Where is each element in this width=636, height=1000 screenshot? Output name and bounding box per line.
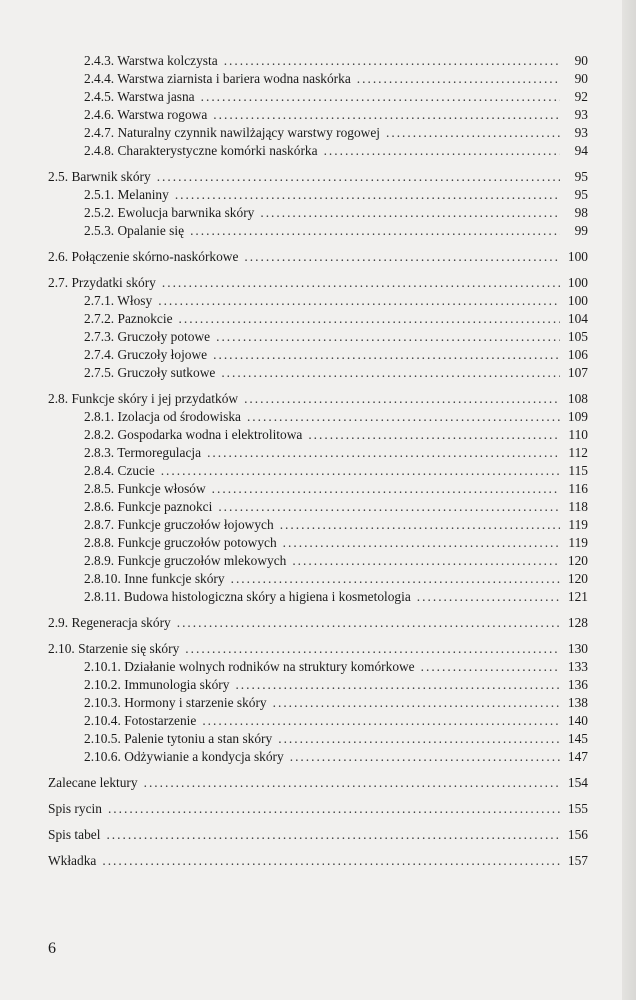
- dot-leader: [308, 426, 560, 444]
- toc-entry-page: 95: [574, 169, 588, 184]
- toc-entry-title: Fotostarzenie: [124, 713, 197, 728]
- toc-entry-number: 2.8.8.: [84, 535, 115, 550]
- toc-entry-number: 2.8.1.: [84, 409, 115, 424]
- toc-entry-page: 156: [567, 827, 588, 842]
- toc-entry-page: 100: [567, 275, 588, 290]
- toc-entry-page: 119: [568, 535, 588, 550]
- dot-leader: [102, 852, 560, 870]
- toc-entry-number: 2.10.4.: [84, 713, 121, 728]
- toc-entry-number: 2.5.1.: [84, 187, 115, 202]
- toc-entry: [48, 328, 588, 346]
- dot-leader: [421, 658, 560, 676]
- toc-entry-label: [84, 70, 351, 88]
- toc-entry-number: 2.8.6.: [84, 499, 115, 514]
- toc-entry-number: 2.10.5.: [84, 731, 121, 746]
- toc-entry-page: 140: [567, 713, 588, 728]
- dot-leader: [201, 88, 560, 106]
- page-edge: [622, 0, 636, 1000]
- dot-leader: [417, 588, 560, 606]
- toc-entry-number: 2.8.11.: [84, 589, 121, 604]
- dot-leader: [278, 730, 560, 748]
- toc-entry-number: 2.5.2.: [84, 205, 115, 220]
- toc-entry-page: 92: [574, 89, 588, 104]
- table-of-contents: [48, 52, 588, 870]
- dot-leader: [177, 614, 560, 632]
- dot-leader: [221, 364, 560, 382]
- toc-entry-title: Regeneracja skóry: [71, 615, 171, 630]
- toc-entry-title: Termoregulacja: [117, 445, 202, 460]
- toc-entry-page: 118: [568, 499, 588, 514]
- toc-entry-page: 138: [567, 695, 588, 710]
- toc-entry-page: 93: [574, 125, 588, 140]
- toc-entry-title: Gruczoły łojowe: [117, 347, 208, 362]
- dot-leader: [235, 676, 560, 694]
- toc-entry: [48, 588, 588, 606]
- toc-entry-page: 130: [567, 641, 588, 656]
- toc-entry-title: Gospodarka wodna i elektrolitowa: [117, 427, 303, 442]
- toc-entry-page: 110: [568, 427, 588, 442]
- toc-entry-label: [48, 248, 238, 266]
- toc-entry-number: 2.10.3.: [84, 695, 121, 710]
- toc-entry-number: 2.4.8.: [84, 143, 115, 158]
- toc-entry-number: 2.8.2.: [84, 427, 115, 442]
- dot-leader: [158, 292, 560, 310]
- toc-entry-title: Działanie wolnych rodników na struktury komórkowe: [124, 659, 415, 674]
- toc-entry-title: Czucie: [117, 463, 155, 478]
- toc-entry-label: [84, 676, 229, 694]
- toc-entry: [48, 186, 588, 204]
- toc-entry-number: 2.4.5.: [84, 89, 115, 104]
- toc-entry-number: 2.4.4.: [84, 71, 115, 86]
- dot-leader: [283, 534, 560, 552]
- toc-entry-title: Funkcje włosów: [117, 481, 206, 496]
- toc-entry-label: [84, 748, 284, 766]
- toc-entry-title: Funkcje paznokci: [117, 499, 213, 514]
- toc-entry-label: [48, 852, 96, 870]
- toc-entry-number: 2.7.: [48, 275, 69, 290]
- toc-entry-number: 2.5.: [48, 169, 69, 184]
- toc-entry-title: Zalecane lektury: [48, 775, 138, 790]
- toc-entry-number: 2.7.4.: [84, 347, 115, 362]
- toc-entry-number: 2.7.2.: [84, 311, 115, 326]
- toc-entry-label: [48, 390, 238, 408]
- toc-entry-title: Przydatki skóry: [71, 275, 156, 290]
- toc-entry: [48, 730, 588, 748]
- toc-entry-page: 128: [567, 615, 588, 630]
- dot-leader: [280, 516, 560, 534]
- toc-entry-label: [84, 292, 152, 310]
- toc-entry-number: 2.6.: [48, 249, 69, 264]
- dot-leader: [175, 186, 560, 204]
- toc-entry: [48, 426, 588, 444]
- toc-entry: [48, 480, 588, 498]
- toc-entry-label: [84, 516, 274, 534]
- toc-entry: [48, 826, 588, 844]
- toc-entry-title: Gruczoły potowe: [117, 329, 211, 344]
- toc-entry-title: Funkcje gruczołów łojowych: [117, 517, 274, 532]
- toc-entry-label: [84, 222, 184, 240]
- toc-entry-label: [48, 826, 100, 844]
- toc-entry-title: Odżywianie a kondycja skóry: [124, 749, 284, 764]
- toc-entry-page: 115: [568, 463, 588, 478]
- toc-entry: [48, 640, 588, 658]
- toc-entry-page: 145: [567, 731, 588, 746]
- toc-entry-title: Połączenie skórno-naskórkowe: [71, 249, 239, 264]
- toc-entry-number: 2.10.: [48, 641, 75, 656]
- toc-entry-label: [84, 480, 206, 498]
- toc-entry: [48, 88, 588, 106]
- toc-entry: [48, 364, 588, 382]
- toc-entry-label: [48, 640, 179, 658]
- toc-entry: [48, 800, 588, 818]
- toc-entry-label: [84, 444, 201, 462]
- dot-leader: [290, 748, 560, 766]
- toc-entry-page: 155: [567, 801, 588, 816]
- toc-entry: [48, 712, 588, 730]
- toc-entry: [48, 70, 588, 88]
- toc-entry-page: 112: [568, 445, 588, 460]
- toc-entry: [48, 774, 588, 792]
- toc-entry-number: 2.7.1.: [84, 293, 115, 308]
- toc-entry-number: 2.10.2.: [84, 677, 121, 692]
- toc-entry-title: Funkcje gruczołów potowych: [117, 535, 277, 550]
- dot-leader: [224, 52, 560, 70]
- toc-entry-label: [84, 712, 196, 730]
- dot-leader: [106, 826, 560, 844]
- dot-leader: [231, 570, 560, 588]
- toc-entry-page: 133: [567, 659, 588, 674]
- toc-entry: [48, 274, 588, 292]
- dot-leader: [218, 498, 560, 516]
- toc-entry-page: 90: [574, 53, 588, 68]
- toc-entry-page: 98: [574, 205, 588, 220]
- toc-entry-page: 95: [574, 187, 588, 202]
- toc-entry-title: Warstwa jasna: [117, 89, 195, 104]
- toc-entry-number: 2.10.6.: [84, 749, 121, 764]
- toc-entry-label: [84, 142, 318, 160]
- toc-entry-title: Hormony i starzenie skóry: [124, 695, 267, 710]
- dot-leader: [260, 204, 560, 222]
- page-number: 6: [48, 940, 56, 957]
- toc-entry: [48, 748, 588, 766]
- toc-entry-title: Paznokcie: [117, 311, 173, 326]
- toc-entry: [48, 106, 588, 124]
- toc-entry-page: 99: [574, 223, 588, 238]
- dot-leader: [157, 168, 560, 186]
- toc-entry-label: [84, 364, 215, 382]
- toc-entry: [48, 552, 588, 570]
- toc-entry-title: Warstwa ziarnista i bariera wodna naskórka: [117, 71, 351, 86]
- toc-entry-title: Ewolucja barwnika skóry: [117, 205, 255, 220]
- toc-entry-title: Opalanie się: [117, 223, 185, 238]
- toc-entry-number: 2.4.7.: [84, 125, 115, 140]
- toc-entry-page: 154: [567, 775, 588, 790]
- toc-entry: [48, 408, 588, 426]
- toc-entry-title: Funkcje skóry i jej przydatków: [71, 391, 239, 406]
- toc-entry-number: 2.5.3.: [84, 223, 115, 238]
- toc-entry-title: Inne funkcje skóry: [124, 571, 225, 586]
- dot-leader: [161, 462, 560, 480]
- toc-entry-label: [84, 588, 411, 606]
- toc-entry-label: [84, 498, 212, 516]
- toc-entry-page: 93: [574, 107, 588, 122]
- dot-leader: [244, 390, 560, 408]
- toc-entry-title: Naturalny czynnik nawilżający warstwy rogowej: [117, 125, 381, 140]
- dot-leader: [216, 328, 560, 346]
- toc-entry-title: Charakterystyczne komórki naskórka: [117, 143, 318, 158]
- toc-entry-label: [84, 186, 169, 204]
- toc-entry-label: [84, 310, 173, 328]
- toc-entry-label: [84, 124, 380, 142]
- toc-entry-number: 2.9.: [48, 615, 69, 630]
- toc-entry: [48, 390, 588, 408]
- toc-entry-label: [48, 774, 138, 792]
- toc-entry: [48, 168, 588, 186]
- toc-entry-label: [84, 204, 254, 222]
- toc-entry-number: 2.7.3.: [84, 329, 115, 344]
- toc-entry-number: 2.4.6.: [84, 107, 115, 122]
- toc-entry-number: 2.7.5.: [84, 365, 115, 380]
- toc-entry: [48, 124, 588, 142]
- toc-entry-title: Warstwa kolczysta: [117, 53, 218, 68]
- toc-entry-page: 119: [568, 517, 588, 532]
- toc-entry-page: 120: [567, 571, 588, 586]
- toc-entry: [48, 658, 588, 676]
- dot-leader: [202, 712, 560, 730]
- toc-entry-page: 104: [567, 311, 588, 326]
- toc-entry-title: Barwnik skóry: [71, 169, 151, 184]
- toc-entry: [48, 346, 588, 364]
- toc-entry-label: [48, 274, 156, 292]
- toc-entry-label: [48, 168, 151, 186]
- dot-leader: [162, 274, 560, 292]
- toc-entry-label: [84, 88, 195, 106]
- toc-entry: [48, 204, 588, 222]
- dot-leader: [179, 310, 560, 328]
- toc-entry-label: [84, 426, 302, 444]
- toc-entry-title: Immunologia skóry: [124, 677, 230, 692]
- toc-entry: [48, 534, 588, 552]
- dot-leader: [190, 222, 560, 240]
- toc-entry-number: 2.8.4.: [84, 463, 115, 478]
- dot-leader: [386, 124, 560, 142]
- toc-entry-label: [84, 552, 286, 570]
- dot-leader: [247, 408, 560, 426]
- toc-entry-label: [84, 730, 272, 748]
- dot-leader: [185, 640, 560, 658]
- toc-entry-label: [84, 328, 210, 346]
- toc-entry-title: Palenie tytoniu a stan skóry: [124, 731, 273, 746]
- toc-entry-number: 2.10.1.: [84, 659, 121, 674]
- toc-entry-label: [84, 534, 277, 552]
- toc-entry: [48, 570, 588, 588]
- toc-entry-page: 157: [567, 853, 588, 868]
- toc-entry-page: 108: [567, 391, 588, 406]
- toc-entry-number: 2.4.3.: [84, 53, 115, 68]
- dot-leader: [292, 552, 560, 570]
- toc-entry-number: 2.8.10.: [84, 571, 121, 586]
- toc-entry-number: 2.8.: [48, 391, 69, 406]
- toc-entry-label: [84, 408, 241, 426]
- toc-entry-label: [48, 800, 102, 818]
- toc-entry: [48, 516, 588, 534]
- toc-entry-title: Wkładka: [48, 853, 97, 868]
- toc-entry-title: Warstwa rogowa: [117, 107, 208, 122]
- toc-entry-title: Starzenie się skóry: [78, 641, 180, 656]
- toc-entry-number: 2.8.7.: [84, 517, 115, 532]
- dot-leader: [212, 480, 560, 498]
- toc-entry: [48, 310, 588, 328]
- toc-entry-label: [84, 658, 415, 676]
- toc-entry-label: [84, 52, 218, 70]
- toc-entry-page: 116: [568, 481, 588, 496]
- dot-leader: [357, 70, 560, 88]
- toc-entry-page: 100: [567, 293, 588, 308]
- dot-leader: [144, 774, 560, 792]
- toc-entry-label: [84, 106, 207, 124]
- toc-entry-page: 106: [567, 347, 588, 362]
- toc-entry: [48, 444, 588, 462]
- toc-entry-label: [84, 694, 267, 712]
- toc-entry: [48, 676, 588, 694]
- toc-entry-title: Funkcje gruczołów mlekowych: [117, 553, 287, 568]
- toc-entry: [48, 852, 588, 870]
- toc-entry-number: 2.8.9.: [84, 553, 115, 568]
- toc-entry-page: 107: [567, 365, 588, 380]
- dot-leader: [273, 694, 560, 712]
- dot-leader: [244, 248, 560, 266]
- toc-entry: [48, 694, 588, 712]
- toc-entry-page: 120: [567, 553, 588, 568]
- toc-entry: [48, 498, 588, 516]
- toc-entry-page: 90: [574, 71, 588, 86]
- toc-entry-title: Izolacja od środowiska: [117, 409, 241, 424]
- toc-entry: [48, 462, 588, 480]
- toc-entry: [48, 52, 588, 70]
- dot-leader: [108, 800, 560, 818]
- toc-entry-page: 121: [567, 589, 588, 604]
- toc-entry: [48, 248, 588, 266]
- toc-entry-title: Spis rycin: [48, 801, 102, 816]
- toc-entry-page: 94: [574, 143, 588, 158]
- toc-entry-page: 100: [567, 249, 588, 264]
- toc-entry-title: Spis tabel: [48, 827, 101, 842]
- toc-entry-label: [84, 570, 225, 588]
- toc-entry-page: 136: [567, 677, 588, 692]
- dot-leader: [324, 142, 560, 160]
- toc-entry-number: 2.8.5.: [84, 481, 115, 496]
- toc-entry-page: 109: [567, 409, 588, 424]
- toc-entry-title: Melaniny: [117, 187, 169, 202]
- toc-entry-title: Budowa histologiczna skóry a higiena i kosmetologia: [123, 589, 411, 604]
- toc-entry-label: [84, 462, 155, 480]
- dot-leader: [213, 106, 560, 124]
- toc-entry: [48, 142, 588, 160]
- toc-entry-page: 147: [567, 749, 588, 764]
- toc-entry: [48, 292, 588, 310]
- toc-entry: [48, 614, 588, 632]
- toc-entry-title: Gruczoły sutkowe: [117, 365, 216, 380]
- dot-leader: [213, 346, 560, 364]
- toc-entry-label: [48, 614, 171, 632]
- toc-entry-label: [84, 346, 207, 364]
- toc-entry-number: 2.8.3.: [84, 445, 115, 460]
- toc-entry-page: 105: [567, 329, 588, 344]
- toc-entry-title: Włosy: [117, 293, 153, 308]
- toc-entry: [48, 222, 588, 240]
- dot-leader: [207, 444, 560, 462]
